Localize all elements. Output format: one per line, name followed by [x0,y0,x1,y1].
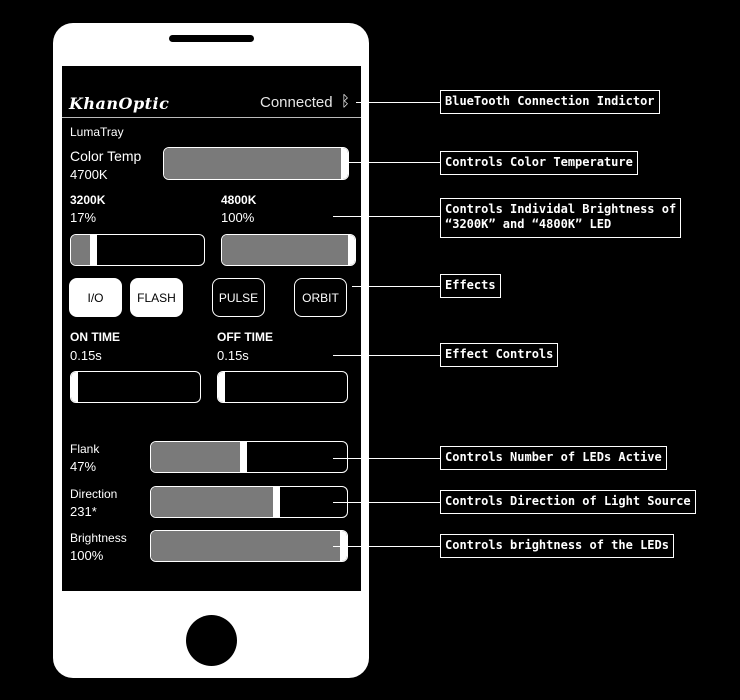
effect-orbit-button[interactable]: ORBIT [294,278,347,317]
callout-effect-controls: Effect Controls [440,343,558,367]
direction-slider[interactable] [150,486,348,518]
direction-value: 231* [70,504,97,519]
slider-thumb[interactable] [90,235,97,265]
effect-flash-button[interactable]: FLASH [130,278,183,317]
callout-led-brightness [440,198,681,238]
leader-line [333,502,440,503]
bluetooth-icon: ᛒ [341,93,351,110]
device-name: LumaTray [70,125,124,139]
leader-line [356,102,440,103]
callout-flank: Controls Number of LEDs Active [440,446,667,470]
color-temp-value: 4700K [70,167,108,182]
slider-fill [151,442,240,472]
effect-io-button[interactable]: I/O [69,278,122,317]
app-screen [62,66,361,591]
callout-color-temp: Controls Color Temperature [440,151,638,175]
on-time-label: ON TIME [70,330,120,344]
callout-brightness: Controls brightness of the LEDs [440,534,674,558]
callout-led-line2: “3200K” and “4800K” LED [445,217,612,231]
off-time-value: 0.15s [217,348,249,363]
slider-thumb[interactable] [348,235,355,265]
slider-thumb[interactable] [341,148,348,179]
flank-value: 47% [70,459,97,474]
leader-line [349,162,440,163]
slider-fill [151,531,340,561]
off-time-slider[interactable] [217,371,348,403]
slider-thumb[interactable] [71,372,78,402]
direction-label: Direction [70,487,118,501]
effect-pulse-button[interactable]: PULSE [212,278,265,317]
leader-line [333,355,440,356]
slider-fill [151,487,273,517]
flank-slider[interactable] [150,441,348,473]
leader-line [333,546,440,547]
led-4800k-label: 4800K [221,193,257,207]
brightness-value: 100% [70,548,104,563]
brightness-slider[interactable] [150,530,348,562]
on-time-value: 0.15s [70,348,102,363]
callout-effects: Effects [440,274,501,298]
header-divider [62,117,361,118]
callout-direction: Controls Direction of Light Source [440,490,696,514]
leader-line [333,216,440,217]
flank-label: Flank [70,442,100,456]
leader-line [333,458,440,459]
connection-status: Connected [260,94,333,111]
led-3200k-slider[interactable] [70,234,205,266]
leader-line [352,286,440,287]
led-4800k-value: 100% [221,210,255,225]
slider-fill [164,148,341,179]
speaker-grille [169,35,254,42]
callout-led-line1: Controls Individal Brightness of [445,202,677,216]
callout-bluetooth: BlueTooth Connection Indictor [440,90,660,114]
slider-fill [222,235,348,265]
led-4800k-slider[interactable] [221,234,356,266]
led-3200k-value: 17% [70,210,97,225]
slider-thumb[interactable] [240,442,247,472]
home-button[interactable] [186,615,237,666]
slider-fill [71,235,90,265]
on-time-slider[interactable] [70,371,201,403]
color-temp-slider[interactable] [163,147,349,180]
color-temp-label: Color Temp [70,148,142,164]
brightness-label: Brightness [70,531,127,545]
app-logo: KhanOptic [69,94,170,113]
off-time-label: OFF TIME [217,330,273,344]
slider-thumb[interactable] [218,372,225,402]
slider-thumb[interactable] [273,487,280,517]
led-3200k-label: 3200K [70,193,106,207]
